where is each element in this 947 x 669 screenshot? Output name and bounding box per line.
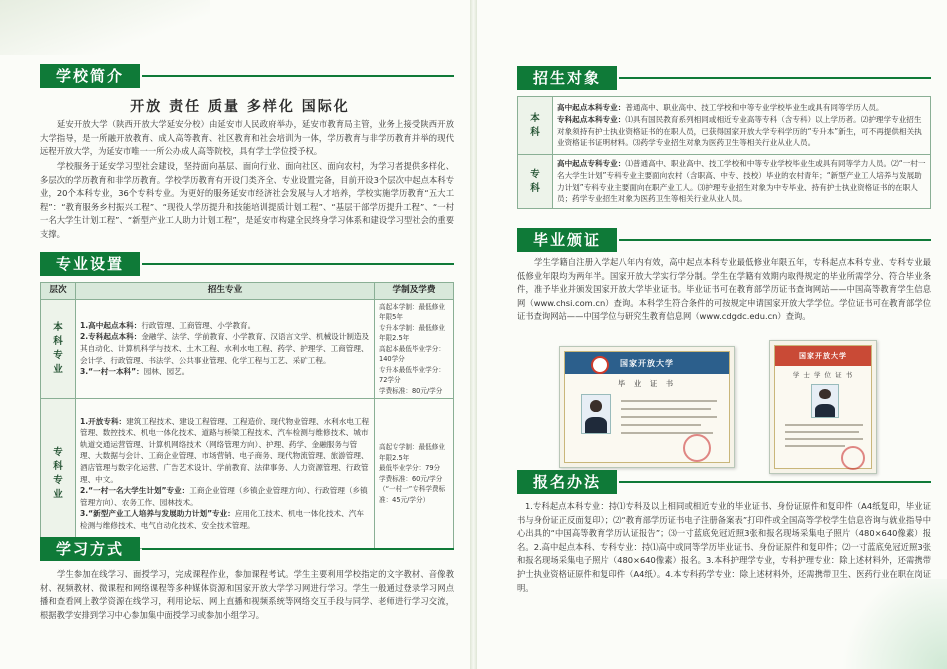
section-title: 报名办法 — [517, 470, 617, 494]
list-item: 高中起点本科专业：普通高中、职业高中、技工学校和中等专业学校毕业生或具有同等学历人员。 — [557, 103, 884, 113]
graduation-paragraph: 学生学籍自注册入学起八年内有效，高中起点本科专业最低修业年限五年，专科起点本科专业、专科专业最低修业年限均为两年半。国家开放大学实行学分制。学生在学籍有效期内取得规定的毕业所需学分、符合毕业条件，准予毕业并颁发国家开放大学毕业证书。毕业证书可在教育部学历证书查询网站——中国高等教育学生信息网（www.chsi.com.cn）查询。本科学生符合条件的可按规定申请国家开放大学学位。学位证书可在教育部学位证书查询网站——中国学位与研究生教育信息网（www.cdgdc.edu.cn）查询。 — [517, 257, 931, 322]
degree-certificate-image — [769, 340, 877, 474]
list-item: 专科起点本科专业：⑴具有国民教育系列相同或相近专业高等专科（含专科）以上学历者。⑵护理学专业招生对象须持有护士执业资格证书的在职人员，已获得国家开放大学专科学历的“专升本”新生，可不再提供相关执业资格证书证明材料。⑶药学专业招生对象为医药卫生等相关行业从业人员。 — [557, 114, 922, 148]
page-gutter — [470, 0, 477, 669]
section-rule — [619, 77, 931, 79]
section-title: 专业设置 — [40, 252, 140, 276]
table-row — [41, 399, 454, 549]
section-rule — [619, 239, 931, 241]
study-header — [40, 537, 454, 561]
section-title: 毕业颁证 — [517, 228, 617, 252]
school-intro-header — [40, 64, 454, 88]
section-rule — [142, 263, 454, 265]
majors-header — [40, 252, 454, 276]
section-title: 招生对象 — [517, 66, 617, 90]
majors-cell — [76, 299, 375, 399]
majors-table — [40, 282, 454, 549]
targets-table — [517, 96, 931, 209]
list-item: 3.“一村一本科”：园林、园艺。 — [80, 367, 190, 377]
certificate-title: 国家开放大学 — [799, 352, 847, 360]
column-header: 层次 — [41, 283, 76, 300]
certificate-title: 国家开放大学 — [620, 359, 674, 368]
majors-cell — [76, 399, 375, 549]
right-page — [477, 0, 947, 669]
section-rule — [142, 75, 454, 77]
list-item: 2.专科起点本科：金融学、法学、学前教育、小学教育、汉语言文学、机械设计制造及其自动化、计算机科学与技术、土木工程、水利水电工程、药学、护理学、工商管理、会计学、行政管理、书法学、公共事业管理、化学工程与工艺、采矿工程。 — [80, 332, 370, 365]
study-paragraph: 学生参加在线学习、面授学习，完成课程作业，参加课程考试。学生主要利用学校指定的文字教材、音像教材、视频教材、微课程和网络课程等多种媒体资源和国家开放大学学习网进行学习。学生一般通过登录学习网点播和查看网上教学资源在线学习，利用论坛、网上直播和视频系统等网络交互手段与同学、老师进行学习交流，根据教学安排到学习中心参加集中面授学习或参加小组学习。 — [40, 569, 454, 620]
level-cell: 专科 — [518, 155, 553, 209]
school-intro-paragraph-1: 延安开放大学（陕西开放大学延安分校）由延安市人民政府举办，延安市教育局主管，业务上接受陕西开放大学指导，是一所融开放教育、成人高等教育、社区教育和社会培训为一体，学历教育与非学历教育并举的现代远程开放大学，为延安市唯一一所公办成人高等院校，具有学士学位授予权。 — [40, 119, 454, 157]
decorative-shape — [0, 0, 210, 55]
section-rule — [619, 481, 931, 483]
fee-cell: 高起本学制：最低修业年限5年 专升本学制：最低修业年限2.5年 高起本最低毕业学分：140学分 专升本最低毕业学分：72学分 学费标准：80元/学分 — [375, 299, 454, 399]
graduate-photo — [581, 394, 611, 434]
list-item: 高中起点专科专业：⑴普通高中、职业高中、技工学校和中等专业学校毕业生或具有同等学力人员。⑵“一村一名大学生计划”专科专业主要面向农村（含职高、中专、技校）毕业的农村青年；“新型产业工人培养与发展助力计划”专科专业主要面向在职产业工人。⑶护理专业招生对象为中专毕业、持有护士执业资格证书的在职人员；药学专业招生对象为医药卫生等相关行业从业人员。 — [557, 159, 926, 204]
registration-header — [517, 470, 931, 494]
list-item: 1.高中起点本科：行政管理、工商管理、小学教育。 — [80, 320, 256, 330]
fee-cell: 高起专学制：最低修业年限2.5年 最低毕业学分：79分 学费标准：60元/学分 （“一村一”专科学费标准：45元/学分） — [375, 399, 454, 549]
certificate-subtitle: 毕 业 证 书 — [617, 379, 677, 388]
targets-cell — [553, 155, 931, 209]
school-slogan: 开放 责任 质量 多样化 国际化 — [130, 99, 350, 115]
targets-header — [517, 66, 931, 90]
column-header: 招生专业 — [76, 283, 375, 300]
table-row — [518, 97, 931, 155]
registration-paragraph: 1.专科起点本科专业：持⑴专科及以上相同或相近专业的毕业证书、身份证原件和复印件（A4纸复印，毕业证书与身份证正反面复印）；⑵“教育部学历证书电子注册备案表”打印件或全国高等学校学生信息咨询与就业指导中心出具的“中国高等教育学历认证报告”；⑶一寸蓝底免冠近照3张和报名现场采集电子照片（480×640像素）报名。2.高中起点本科、专科专业：持⑴高中或同等学历毕业证书、身份证原件和复印件；⑵一寸蓝底免冠近照3张和报名现场采集电子照片（480×640像素）报名。3.本科护理学专业，专科护理专业：除上述材料外，还需携带护士执业资格证原件和复印件（A4纸）。4.本专科药学专业：除上述材料外，还需携带卫生、医药行业在职在岗证明。 — [517, 501, 931, 593]
table-row — [41, 299, 454, 399]
column-header: 学制及学费 — [375, 283, 454, 300]
table-row — [518, 155, 931, 209]
seal-stamp-icon — [841, 446, 865, 470]
left-page — [0, 0, 470, 669]
graduate-photo — [811, 384, 839, 418]
certificate-subtitle: 学 士 学 位 证 书 — [792, 371, 854, 379]
seal-stamp-icon — [683, 434, 711, 462]
graduation-header — [517, 228, 931, 252]
list-item: 1.开放专科：建筑工程技术、建设工程管理、工程造价、现代物业管理、水利水电工程管理、数控技术、机电一体化技术、道路与桥梁工程技术、汽车检测与维修技术、城市轨道交通运营管理、计算机网络技术（网络管理方向）、护理、药学、金融服务与管理、大数据与会计、工商企业管理、市场营销、电子商务、现代物流管理、旅游管理、酒店管理与数字化运营、广告艺术设计、学前教育、法律事务、人力资源管理、行政管理、中文。 — [80, 416, 370, 484]
school-intro-paragraph-2: 学校服务于延安学习型社会建设，坚持面向基层、面向行业、面向社区、面向农村，为学习者提供多样化、多层次的学历教育和非学历教育。学校学历教育有开设门类齐全、专业设置完备，目前开设3个层次中起点本科专业，20个本科专业，36个专科专业。为更好的服务延安市经济社会发展与人才培养，学校实施学历教育“五大工程”：“教育服务乡村振兴工程”、“现役人学历提升和技能培训提质计划工程”、“基层干部学历提升工程”、“一村一名大学生计划工程”、“新型产业工人助力计划工程”，是延安市构建全民终身学习体系和建设学习型社会的重要支撑。 — [40, 161, 454, 239]
table-header-row — [41, 283, 454, 300]
level-cell: 本科专业 — [41, 299, 76, 399]
level-cell: 本科 — [518, 97, 553, 155]
list-item: 2.“一村一名大学生计划”专业：工商企业管理（乡镇企业管理方向）、行政管理（乡镇管理方向）、农务工作、园林技术。 — [80, 486, 368, 507]
targets-cell — [553, 97, 931, 155]
level-cell: 专科专业 — [41, 399, 76, 549]
section-rule — [142, 548, 454, 550]
graduation-certificate-image — [559, 346, 735, 468]
section-title: 学习方式 — [40, 537, 140, 561]
section-title: 学校简介 — [40, 64, 140, 88]
list-item: 3.“新型产业工人培养与发展助力计划”专业：应用化工技术、机电一体化技术、汽车检测与维修技术、电气自动化技术、安全技术管理。 — [80, 509, 364, 530]
